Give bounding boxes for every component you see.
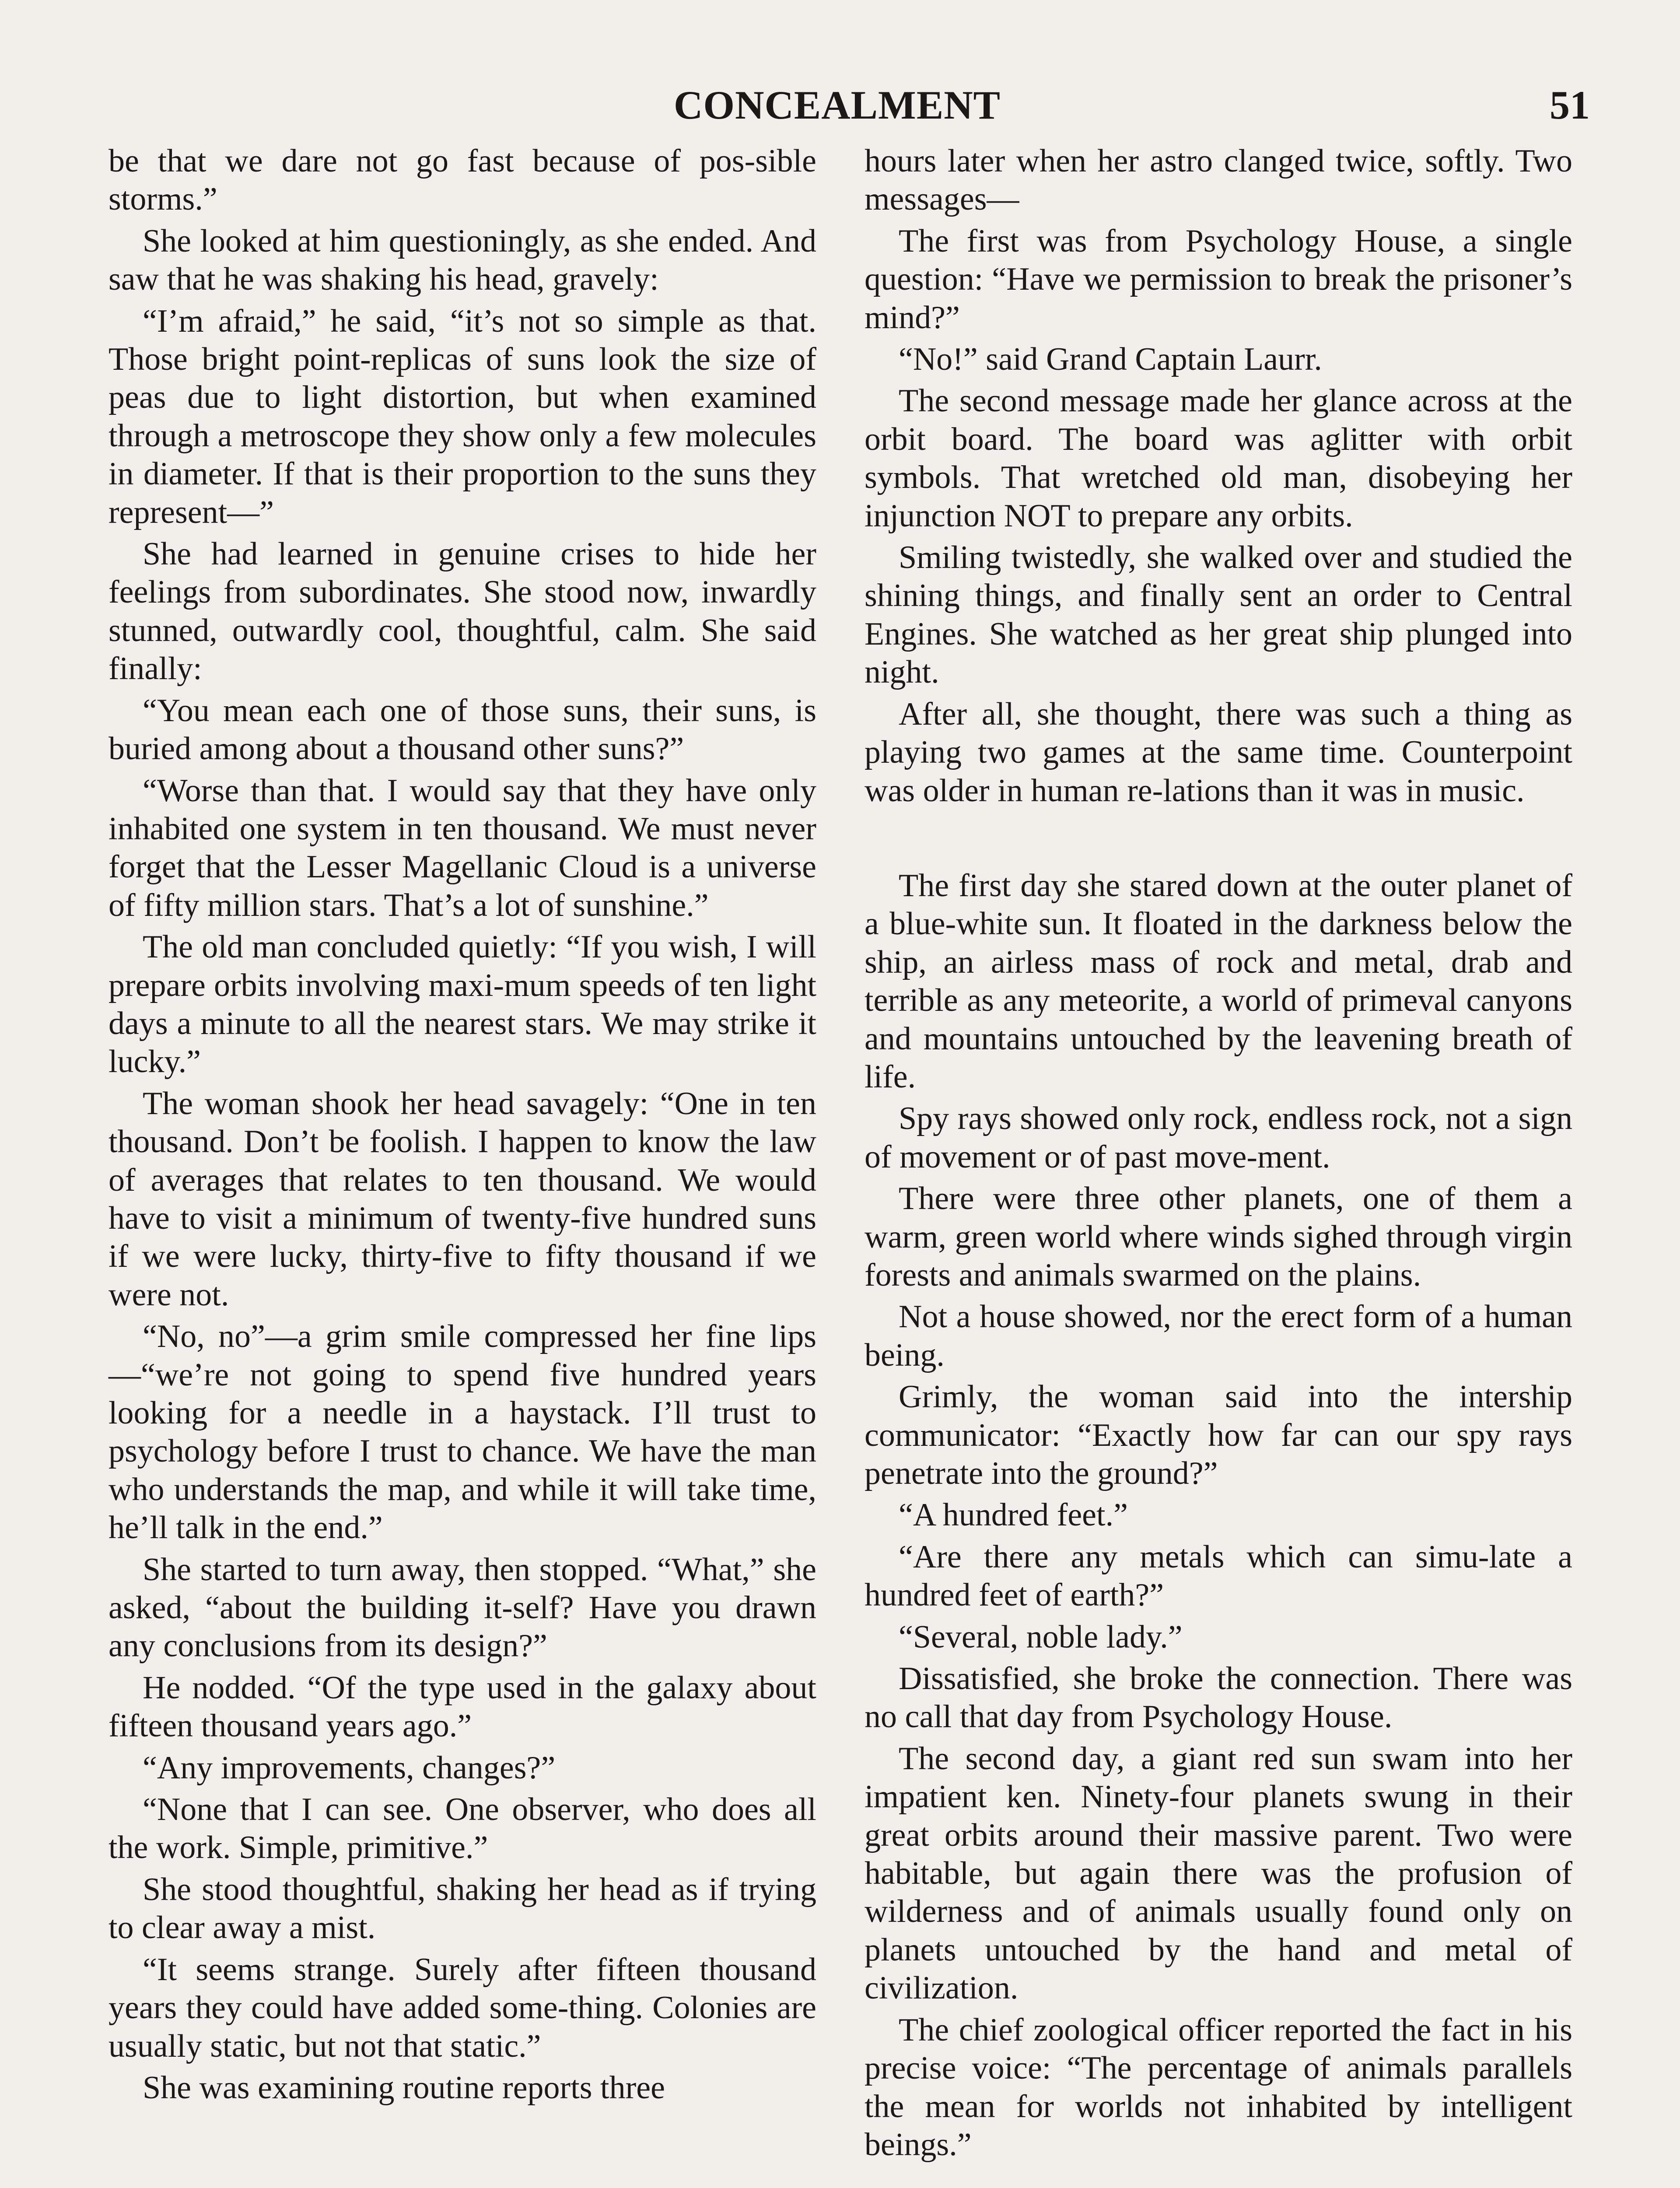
paragraph: The old man concluded quietly: “If you wish, I will prepare orbits involving maxi-mum speeds of ten light days a minute to all the nearest stars. We may strike it lucky.”	[108, 929, 816, 1080]
paragraph: Spy rays showed only rock, endless rock, not a sign of movement or of past move-ment.	[864, 1101, 1572, 1175]
paragraph: “Several, noble lady.”	[899, 1619, 1183, 1655]
paragraph: “None that I can see. One observer, who does all the work. Simple, primitive.”	[108, 1792, 816, 1866]
paragraph: The second day, a giant red sun swam into her impatient ken. Ninety-four planets swung in their great orbits around their massive parent. Two were habitable, but again there was the profusion of wilderness and of animals usually found only on planets untouched by the hand and metal of civilization.	[864, 1740, 1572, 2006]
paragraph: She had learned in genuine crises to hide her feelings from subordinates. She stood now, inwardly stunned, outwardly cool, thoughtful, calm. She said finally:	[108, 536, 816, 687]
paragraph: She started to turn away, then stopped. “What,” she asked, “about the building it-self? Have you drawn any conclusions from its design?”	[108, 1551, 816, 1664]
right-text-column	[864, 142, 1572, 2167]
paragraph: “A hundred feet.”	[899, 1497, 1128, 1533]
paragraph: “Any improvements, changes?”	[143, 1750, 556, 1786]
paragraph: There were three other planets, one of them a warm, green world where winds sighed through virgin forests and animals swarmed on the plains.	[864, 1181, 1572, 1293]
paragraph: The first was from Psychology House, a single question: “Have we permission to break the prisoner’s mind?”	[864, 223, 1572, 336]
paragraph: She was examining routine reports three	[143, 2069, 665, 2106]
paragraph: He nodded. “Of the type used in the galaxy about fifteen thousand years ago.”	[108, 1669, 816, 1744]
paragraph: “It seems strange. Surely after fifteen thousand years they could have added some-thing. Colonies are usually static, but not that static.”	[108, 1951, 816, 2064]
running-title: CONCEALMENT	[674, 83, 1001, 127]
paragraph: After all, she thought, there was such a thing as playing two games at the same time. Counterpoint was older in human re-lations than it was in music.	[864, 696, 1572, 809]
paragraph: Smiling twistedly, she walked over and studied the shining things, and finally sent an order to Central Engines. She watched as her great ship plunged into night.	[864, 540, 1572, 691]
paragraph: She looked at him questioningly, as she ended. And saw that he was shaking his head, gravely:	[108, 223, 816, 298]
paragraph: The first day she stared down at the outer planet of a blue-white sun. It floated in the darkness below the ship, an airless mass of rock and metal, drab and terrible as any meteorite, a world of primeval canyons and mountains untouched by the leavening breath of life.	[864, 867, 1572, 1095]
paragraph: hours later when her astro clanged twice, softly. Two messages—	[864, 143, 1572, 217]
paragraph: “You mean each one of those suns, their suns, is buried among about a thousand other suns?”	[108, 692, 816, 767]
paragraph: be that we dare not go fast because of pos-sible storms.”	[108, 143, 816, 217]
paragraph: “No!” said Grand Captain Laurr.	[899, 341, 1322, 378]
page-header	[0, 79, 1680, 131]
paragraph: “No, no”—a grim smile compressed her fine lips—“we’re not going to spend five hundred years looking for a needle in a haystack. I’ll trust to psychology before I trust to chance. We have the man who understands the map, and while it will take time, he’ll talk in the end.”	[108, 1318, 816, 1546]
paragraph: Grimly, the woman said into the intership communicator: “Exactly how far can our spy rays penetrate into the ground?”	[864, 1379, 1572, 1491]
paragraph: “Are there any metals which can simu-late a hundred feet of earth?”	[864, 1539, 1572, 1613]
page-number: 51	[1550, 83, 1590, 127]
paragraph: The second message made her glance across at the orbit board. The board was aglitter with orbit symbols. That wretched old man, disobeying her injunction NOT to prepare any orbits.	[864, 383, 1572, 534]
left-text-column	[108, 142, 816, 2111]
paragraph: “I’m afraid,” he said, “it’s not so simple as that. Those bright point-replicas of suns look the size of peas due to light distortion, but when examined through a metroscope they show only a few molecules in diameter. If that is their proportion to the suns they represent—”	[108, 303, 816, 530]
paragraph: The woman shook her head savagely: “One in ten thousand. Don’t be foolish. I happen to know the law of averages that relates to ten thousand. We would have to visit a minimum of twenty-five hundred suns if we were lucky, thirty-five to fifty thousand if we were not.	[108, 1085, 816, 1313]
paragraph: “Worse than that. I would say that they have only inhabited one system in ten thousand. We must never forget that the Lesser Magellanic Cloud is a universe of fifty million stars. That’s a lot of sunshine.”	[108, 772, 816, 923]
paragraph: Not a house showed, nor the erect form of a human being.	[864, 1299, 1572, 1373]
paragraph: She stood thoughtful, shaking her head as if trying to clear away a mist.	[108, 1871, 816, 1946]
paragraph: Dissatisfied, she broke the connection. There was no call that day from Psychology House.	[864, 1661, 1572, 1735]
paragraph: The chief zoological officer reported the fact in his precise voice: “The percentage of animals parallels the mean for worlds not inhabited by intelligent beings.”	[864, 2012, 1572, 2163]
